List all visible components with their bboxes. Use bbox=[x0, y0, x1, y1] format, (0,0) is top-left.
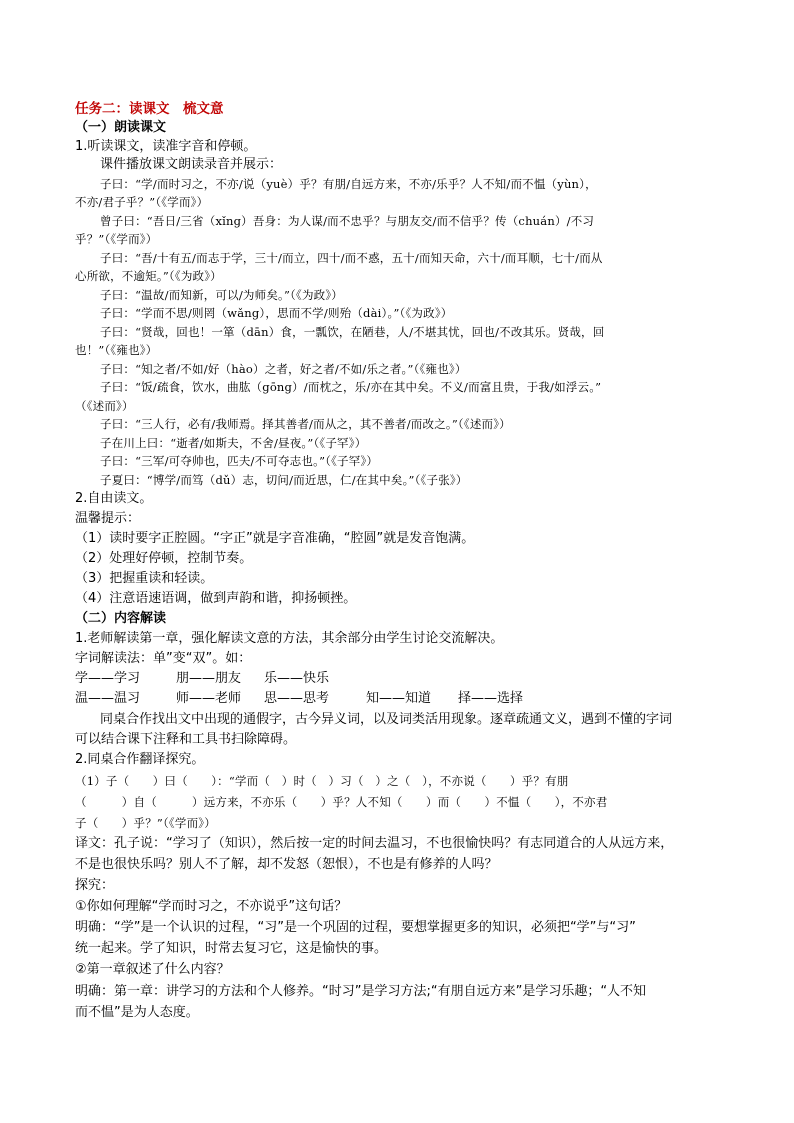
quote-1-line-1: 子曰：“学/而时习之，不亦/说（yuè）乎？有朋/自远方来，不亦/乐乎？人不知/而不愠（yùn）， bbox=[100, 177, 597, 191]
word-pair: 乐——快乐 bbox=[264, 671, 330, 686]
word-pair: 朋——朋友 bbox=[176, 671, 242, 686]
word-pair: 学——学习 bbox=[75, 671, 141, 686]
section-heading-content: （二）内容解读 bbox=[75, 611, 167, 626]
word-pair: 思——思考 bbox=[264, 691, 330, 706]
tips-title: 温馨提示： bbox=[75, 511, 141, 526]
quote-4: 子曰：“温故/而知新，可以/为师矣。”（《为政》） bbox=[100, 288, 344, 302]
quote-6-line-1: 子曰：“贤哉，回也！一箪（dān）食，一瓢饮，在陋巷，人/不堪其忧，回也/不改其乐。贤哉，回 bbox=[100, 325, 605, 339]
quote-8-line-2: （《述而》） bbox=[75, 399, 134, 413]
quote-2-line-2: 乎？”（《学而》） bbox=[75, 232, 158, 246]
translation-line-2: 不是也很快乐吗？别人不了解，却不发怒（恕恨），不也是有修养的人吗？ bbox=[75, 857, 498, 872]
fill-blank-line-2: （ ）自（ ）远方来，不亦乐（ ）乎？人不知（ ）而（ ）不愠（ ），不亦君 bbox=[75, 795, 608, 809]
word-pair: 知——知道 bbox=[366, 691, 432, 706]
section-heading-reading: （一）朗读课文 bbox=[75, 120, 167, 135]
translation-line-1: 译文：孔子说：“学习了（知识），然后按一定的时间去温习，不也很愉快吗？有志同道合的人从远方来， bbox=[75, 836, 674, 851]
quote-10: 子在川上曰：“逝者/如斯夫，不舍/昼夜。”（《子罕》） bbox=[100, 436, 367, 450]
quote-3-line-1: 子曰：“吾/十有五/而志于学，三十/而立，四十/而不惑，五十/而知天命，六十/而耳顺，七十/而从 bbox=[100, 251, 603, 265]
explore-answer-1-line-1: 明确：“学”是一个认识的过程，“习”是一个巩固的过程，要想掌握更多的知识，必须把“学”与“习” bbox=[75, 920, 636, 935]
word-method-label: 字词解读法：单”变“双”。如： bbox=[75, 651, 252, 666]
word-pair: 温——温习 bbox=[75, 691, 141, 706]
quote-3-line-2: 心所欲，不逾矩。”（《为政》） bbox=[75, 269, 222, 283]
explore-answer-1-line-2: 统一起来。学了知识，时常去复习它，这是愉快的事。 bbox=[75, 941, 388, 956]
explore-question-1: ①你如何理解“学而时习之，不亦说乎”这句话？ bbox=[75, 899, 348, 914]
tip-1: （1）读时要字正腔圆。“字正”就是字音准确，“腔圆”就是发音饱满。 bbox=[75, 531, 475, 546]
quote-12: 子夏曰：“博学/而笃（dǔ）志，切问/而近思，仁/在其中矣。”（《子张》） bbox=[100, 473, 468, 487]
word-pair: 师——老师 bbox=[176, 691, 242, 706]
tip-2: （2）处理好停顿，控制节奏。 bbox=[75, 551, 253, 566]
quote-6-line-2: 也！”（《雍也》） bbox=[75, 343, 158, 357]
quote-5: 子曰：“学而不思/则罔（wǎng），思而不学/则殆（dài）。”（《为政》） bbox=[100, 306, 453, 320]
paragraph-line-2: 可以结合课下注释和工具书扫除障碍。 bbox=[75, 732, 297, 747]
quote-9: 子曰：“三人行，必有/我师焉。择其善者/而从之，其不善者/而改之。”（《述而》） bbox=[100, 417, 511, 431]
task-title: 任务二：读课文 梳文意 bbox=[75, 101, 224, 117]
quote-11: 子曰：“三军/可夺帅也，匹夫/不可夺志也。”（《子罕》） bbox=[100, 454, 379, 468]
explore-label: 探究： bbox=[75, 878, 115, 893]
tip-4: （4）注意语速语调，做到声韵和谐，抑扬顿挫。 bbox=[75, 591, 357, 606]
reading-item-2: 2.自由读文。 bbox=[75, 491, 153, 506]
quote-7: 子曰：“知之者/不如/好（hào）之者，好之者/不如/乐之者。”（《雍也》） bbox=[100, 362, 467, 376]
reading-item-1: 1.听读课文，读准字音和停顿。 bbox=[75, 139, 257, 154]
explore-question-2: ②第一章叙述了什么内容？ bbox=[75, 962, 230, 977]
tip-3: （3）把握重读和轻读。 bbox=[75, 571, 214, 586]
fill-blank-line-3: 子（ ）乎？”（《学而》） bbox=[75, 816, 216, 830]
content-item-1: 1.老师解读第一章，强化解读文意的方法，其余部分由学生讨论交流解决。 bbox=[75, 631, 504, 646]
quote-1-line-2: 不亦/君子乎？”（《学而》） bbox=[75, 195, 209, 209]
explore-answer-2-line-2: 而不愠”是为人态度。 bbox=[75, 1005, 199, 1020]
fill-blank-line-1: （1）子（ ）曰（ ）：“学而（ ）时（ ）习（ ）之（ ），不亦说（ ）乎？有朋 bbox=[75, 774, 569, 788]
paragraph-line-1: 同桌合作找出文中出现的通假字，古今异义词，以及词类活用现象。逐章疏通文义，遇到不懂的字词 bbox=[100, 712, 673, 727]
word-pair: 择——选择 bbox=[458, 691, 524, 706]
reading-item-1-sub: 课件播放课文朗读录音并展示： bbox=[100, 157, 283, 172]
content-item-2: 2.同桌合作翻译探究。 bbox=[75, 752, 205, 767]
quote-2-line-1: 曾子曰：“吾日/三省（xǐng）吾身：为人谋/而不忠乎？与朋友交/而不信乎？传（chuán）/不习 bbox=[100, 214, 595, 228]
explore-answer-2-line-1: 明确：第一章：讲学习的方法和个人修养。“时习”是学习方法;“有朋自远方来”是学习乐趣；“人不知 bbox=[75, 984, 647, 999]
quote-8-line-1: 子曰：“饭/疏食，饮水，曲肱（gōng）/而枕之，乐/亦在其中矣。不义/而富且贵，于我/如浮云。” bbox=[100, 380, 602, 394]
